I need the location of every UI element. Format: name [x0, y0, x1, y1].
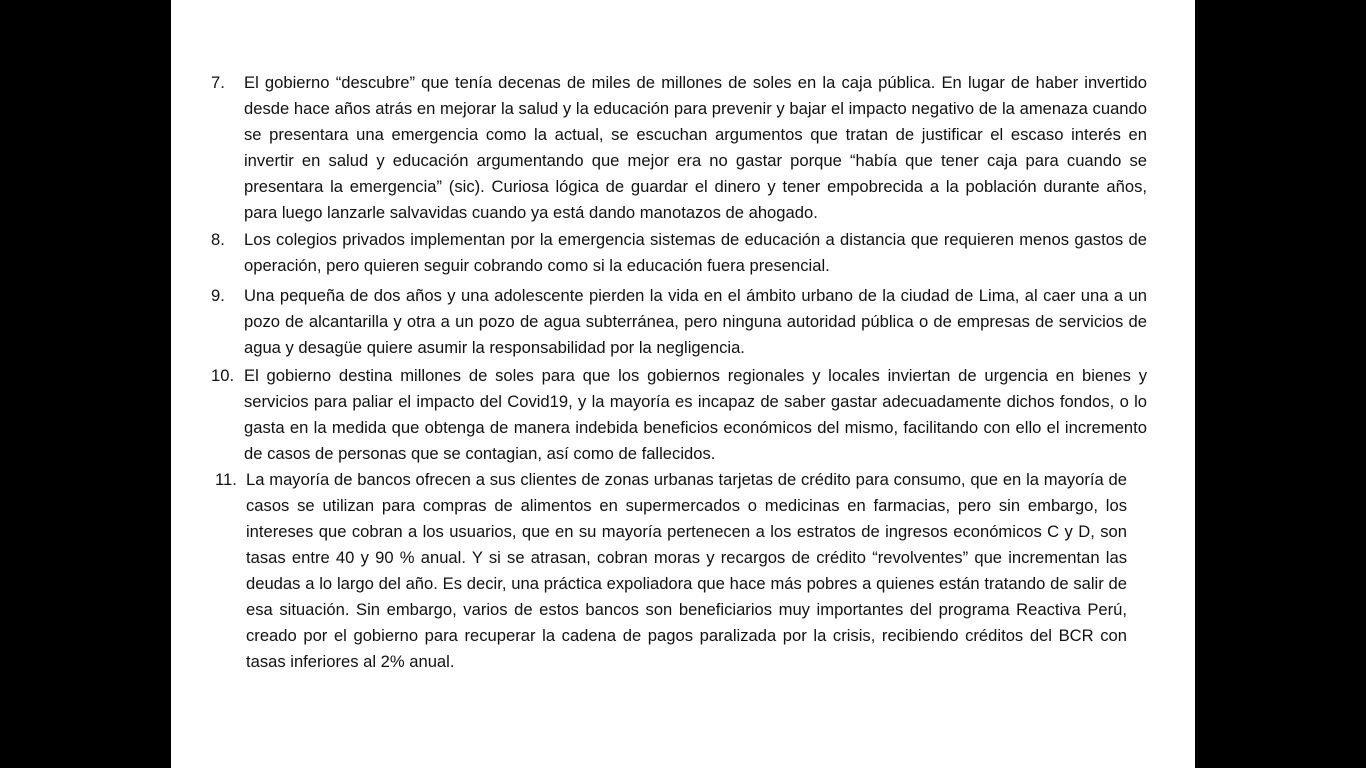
list-item-text: El gobierno “descubre” que tenía decenas de miles de millones de soles en la caja pública. En lugar de haber invertido desde hace años atrás en mejorar la salud y la educación para prevenir y bajar el impacto negativo de la amenaza cuando se presentara una emergencia como la actual, se escuchan argumentos que tratan de justificar el escaso interés en invertir en salud y educación argumentando que mejor era no gastar porque “había que tener caja para cuando se presentara la emergencia” (sic). Curiosa lógica de guardar el dinero y tener empobrecida a la población durante años, para luego lanzarle salvavidas cuando ya está dando manotazos de ahogado. — [244, 73, 1147, 222]
list-item-text: Los colegios privados implementan por la emergencia sistemas de educación a distancia que requieren menos gastos de operación, pero quieren seguir cobrando como si la educación fuera presencial. — [244, 230, 1147, 275]
list-item-text: Una pequeña de dos años y una adolescente pierden la vida en el ámbito urbano de la ciudad de Lima, al caer una a un pozo de alcantarilla y otra a un pozo de agua subterránea, pero ninguna autoridad pública o de empresas de servicios de agua y desagüe quiere asumir la responsabilidad por la negligencia. — [244, 286, 1147, 357]
list-item-number: 8. — [211, 230, 225, 249]
list-item-number: 10. — [211, 366, 235, 385]
list-item-number: 7. — [211, 73, 225, 92]
list-item-number: 9. — [211, 286, 225, 305]
document-page — [171, 0, 1195, 768]
list-item-text: El gobierno destina millones de soles para que los gobiernos regionales y locales inviertan de urgencia en bienes y servicios para paliar el impacto del Covid19, y la mayoría es incapaz de saber gastar adecuadamente dichos fondos, o lo gasta en la medida que obtenga de manera indebida beneficios económicos del mismo, facilitando con ello el incremento de casos de personas que se contagian, así como de fallecidos. — [244, 366, 1147, 463]
list-item-number: 11. — [215, 470, 237, 489]
list-item-text: La mayoría de bancos ofrecen a sus clientes de zonas urbanas tarjetas de crédito para consumo, que en la mayoría de casos se utilizan para compras de alimentos en supermercados o medicinas en farmacias, pero sin embargo, los intereses que cobran a los usuarios, que en su mayoría pertenecen a los estratos de ingresos económicos C y D, son tasas entre 40 y 90 % anual. Y si se atrasan, cobran moras y recargos de crédito “revolventes” que incrementan las deudas a lo largo del año. Es decir, una práctica expoliadora que hace más pobres a quienes están tratando de salir de esa situación. Sin embargo, varios de estos bancos son beneficiarios muy importantes del programa Reactiva Perú, creado por el gobierno para recuperar la cadena de pagos paralizada por la crisis, recibiendo créditos del BCR con tasas inferiores al 2% anual. — [246, 470, 1127, 671]
